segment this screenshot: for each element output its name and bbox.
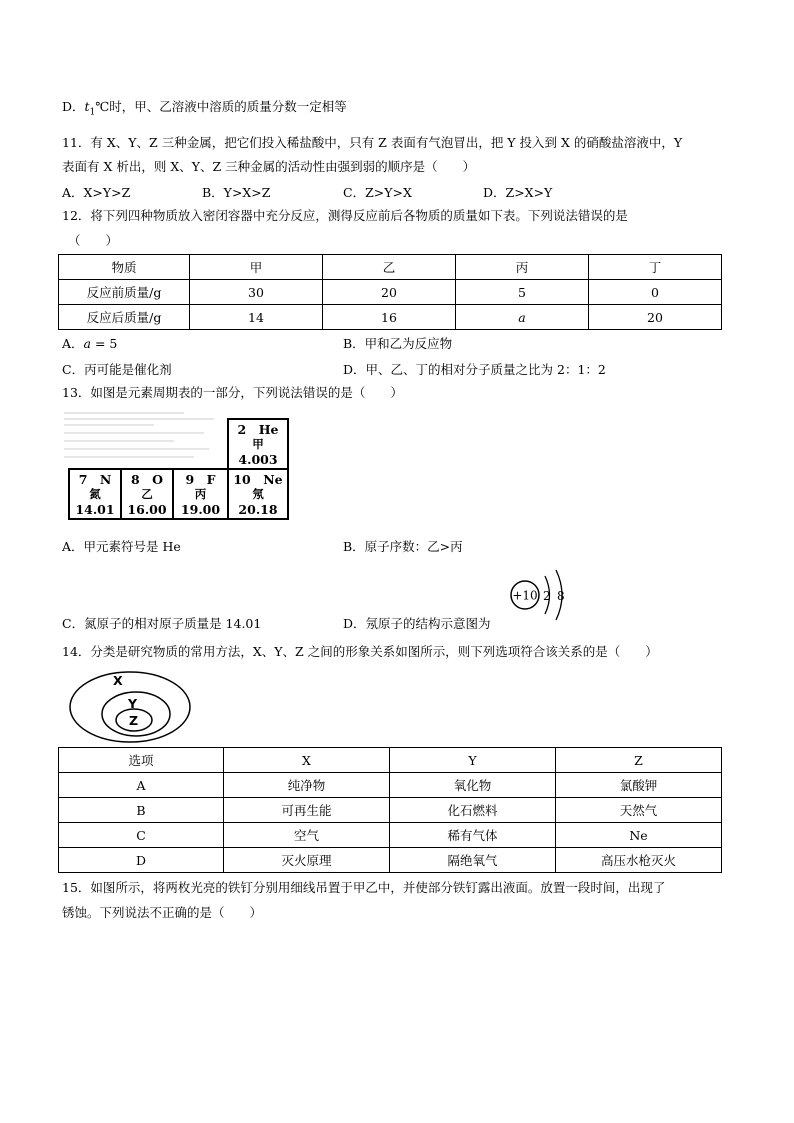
shell-electrons-1: 2 — [543, 589, 551, 603]
q15-stem-line2: 锈蚀。下列说法不正确的是（ ） — [62, 905, 263, 920]
table-header-cell: X — [224, 748, 390, 773]
q13-option-c: C．氮原子的相对原子质量是 14.01 — [62, 616, 262, 631]
table-header-cell: Z — [556, 748, 722, 773]
table-header-cell: 甲 — [190, 255, 323, 280]
element-name: 乙 — [141, 487, 153, 501]
nucleus-charge: +10 — [512, 588, 538, 603]
q11-option-b: B．Y>X>Z — [202, 185, 271, 200]
q13-option-b: B．原子序数：乙>丙 — [343, 539, 463, 554]
table-cell: D — [59, 848, 224, 873]
q14-options-table — [58, 747, 722, 873]
element-cell-n — [68, 468, 122, 520]
q12-stem-line1: 12．将下列四种物质放入密闭容器中充分反应，测得反应前后各物质的质量如下表。下列说法错误的是 — [62, 208, 628, 223]
table-cell: 化石燃料 — [390, 798, 556, 823]
table-cell: Ne — [556, 823, 722, 848]
element-mass: 19.00 — [180, 502, 221, 517]
element-cell-ne — [227, 468, 289, 520]
element-number-symbol: 7 N — [78, 472, 112, 487]
temperature-subscript: 1 — [89, 107, 96, 118]
table-cell: A — [59, 773, 224, 798]
element-cell-f — [172, 468, 229, 520]
q15-stem-line1: 15．如图所示，将两枚光亮的铁钉分别用细线吊置于甲乙中，并使部分铁钉露出液面。放置一段时间，出现了 — [62, 880, 666, 895]
q12-option-c: C．丙可能是催化剂 — [62, 362, 172, 377]
table-row — [59, 848, 722, 873]
table-cell: 隔绝氧气 — [390, 848, 556, 873]
table-cell: 5 — [456, 280, 589, 305]
element-number-symbol: 9 F — [185, 472, 216, 487]
element-mass: 14.01 — [75, 502, 115, 517]
q13-stem: 13．如图是元素周期表的一部分，下列说法错误的是（ ） — [62, 385, 403, 400]
element-name: 氖 — [252, 487, 264, 501]
q11-stem-line2: 表面有 X 析出，则 X、Y、Z 三种金属的活动性由强到弱的顺序是（ ） — [62, 159, 476, 174]
table-cell: 氯酸钾 — [556, 773, 722, 798]
table-header-cell: Y — [390, 748, 556, 773]
element-name: 氮 — [89, 487, 101, 501]
table-cell: 纯净物 — [224, 773, 390, 798]
q12-option-d: D．甲、乙、丁的相对分子质量之比为 2：1：2 — [343, 362, 606, 377]
table-cell: C — [59, 823, 224, 848]
table-header-row — [59, 748, 722, 773]
table-row — [59, 798, 722, 823]
table-cell: a — [456, 305, 589, 330]
table-header-cell: 选项 — [59, 748, 224, 773]
table-header-cell: 丁 — [589, 255, 722, 280]
q10-option-d — [62, 99, 347, 121]
table-cell: 30 — [190, 280, 323, 305]
q13-option-a: A．甲元素符号是 He — [62, 539, 181, 554]
option-prefix: A． — [62, 336, 84, 351]
table-cell: 稀有气体 — [390, 823, 556, 848]
option-text: = 5 — [90, 336, 118, 351]
table-cell: 高压水枪灭火 — [556, 848, 722, 873]
table-cell: 20 — [589, 305, 722, 330]
q12-option-a — [62, 334, 117, 352]
option-prefix: D． — [62, 99, 85, 114]
element-number-symbol: 2 He — [237, 422, 279, 437]
table-cell: 反应后质量/g — [59, 305, 190, 330]
table-row — [59, 280, 722, 305]
nested-sets-diagram — [66, 668, 196, 744]
set-label-z: Z — [129, 713, 139, 728]
element-number-symbol: 8 O — [130, 472, 164, 487]
table-header-row — [59, 255, 722, 280]
element-number-symbol: 10 Ne — [233, 472, 283, 487]
table-cell: 反应前质量/g — [59, 280, 190, 305]
table-cell: 20 — [323, 280, 456, 305]
table-cell: 灭火原理 — [224, 848, 390, 873]
temperature-variable: t — [84, 99, 90, 114]
element-mass: 4.003 — [238, 452, 278, 467]
element-mass: 16.00 — [127, 502, 167, 517]
q14-stem: 14．分类是研究物质的常用方法，X、Y、Z 之间的形象关系如图所示，则下列选项符合该关系的是（ ） — [62, 644, 658, 659]
shell-electrons-2: 8 — [557, 589, 565, 603]
table-cell: 16 — [323, 305, 456, 330]
option-variable: a — [83, 336, 91, 351]
table-cell: 氧化物 — [390, 773, 556, 798]
q11-option-a: A．X>Y>Z — [62, 185, 131, 200]
table-cell: 天然气 — [556, 798, 722, 823]
table-cell: 14 — [190, 305, 323, 330]
table-cell: 0 — [589, 280, 722, 305]
q13-option-d: D．氖原子的结构示意图为 — [343, 616, 491, 631]
table-cell: 可再生能 — [224, 798, 390, 823]
table-row — [59, 773, 722, 798]
table-cell: 空气 — [224, 823, 390, 848]
table-header-cell: 丙 — [456, 255, 589, 280]
element-cell-o — [120, 468, 174, 520]
set-label-x: X — [113, 673, 123, 688]
q12-stem-line2: （ ） — [68, 233, 119, 248]
table-row — [59, 823, 722, 848]
element-name: 丙 — [194, 487, 207, 501]
element-mass: 20.18 — [238, 502, 278, 517]
q12-mass-table — [58, 254, 722, 330]
element-cell-he — [227, 418, 289, 470]
q11-option-c: C．Z>Y>X — [343, 185, 412, 200]
table-header-cell: 物质 — [59, 255, 190, 280]
q11-option-d: D．Z>X>Y — [483, 185, 553, 200]
element-name: 甲 — [252, 437, 264, 451]
set-label-y: Y — [128, 696, 138, 711]
q11-stem-line1: 11．有 X、Y、Z 三种金属，把它们投入稀盐酸中，只有 Z 表面有气泡冒出，把 Y 投入到 X 的硝酸盐溶液中，Y — [62, 135, 683, 150]
table-header-cell: 乙 — [323, 255, 456, 280]
q12-option-b: B．甲和乙为反应物 — [343, 336, 453, 351]
table-row — [59, 305, 722, 330]
table-cell: B — [59, 798, 224, 823]
option-text: ℃时，甲、乙溶液中溶质的质量分数一定相等 — [95, 99, 347, 114]
neon-atom-structure-diagram — [505, 565, 575, 625]
